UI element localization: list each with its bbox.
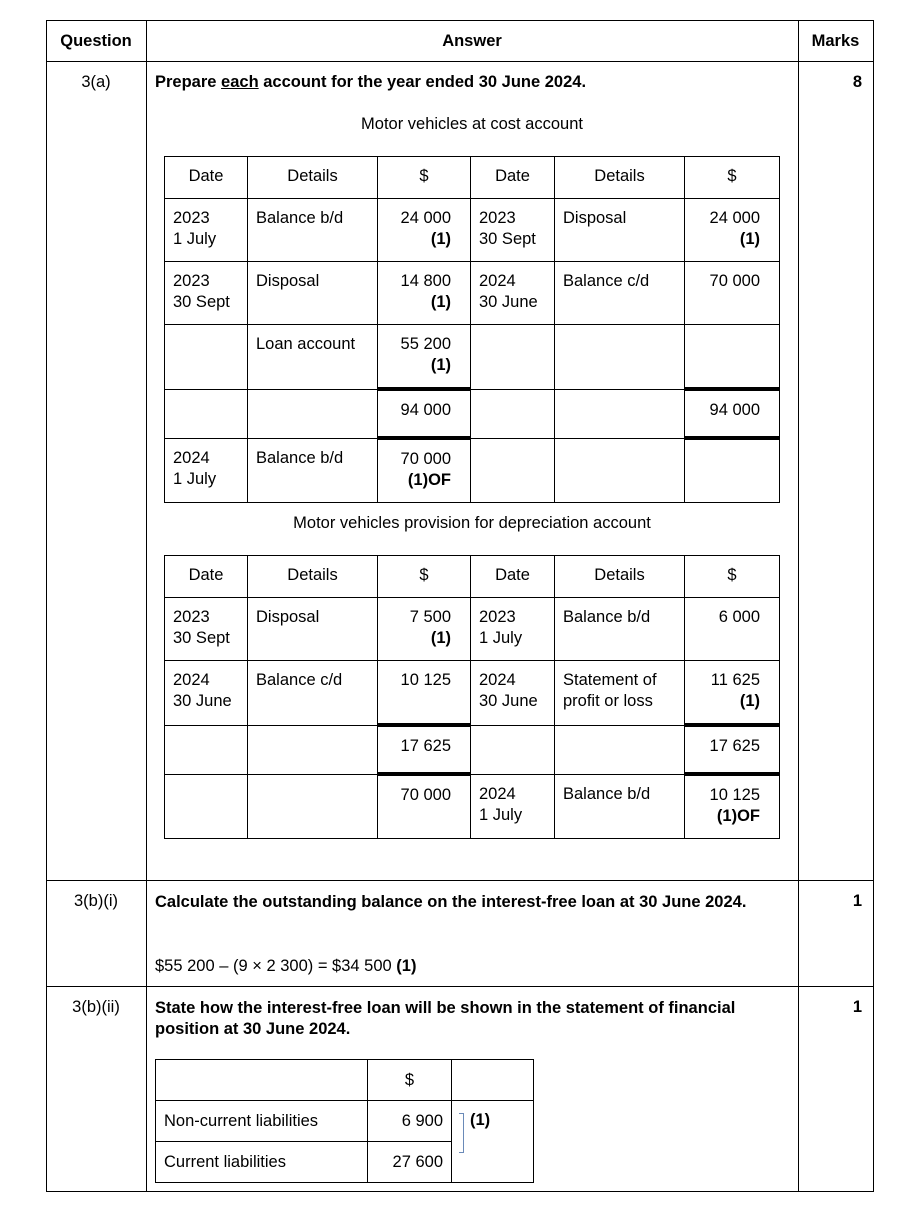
details-cell [555, 725, 685, 774]
details-value: Balance b/d [256, 209, 344, 227]
details-value: Balance b/d [563, 608, 651, 626]
date-cell [165, 725, 248, 774]
amount-cell [685, 325, 780, 390]
amount-value: 24 000 [709, 209, 760, 227]
date-value: 2024 30 June [479, 671, 538, 710]
amount-cell [378, 598, 471, 661]
date-value: 2023 1 July [479, 608, 523, 647]
date-cell [471, 262, 555, 325]
mark-award: (1) [739, 230, 760, 248]
amount-cell [685, 661, 780, 726]
details-cell [555, 661, 685, 726]
details-value: Balance c/d [563, 272, 650, 290]
mark-award: (1) [739, 692, 760, 710]
details-cell [248, 389, 378, 438]
column-header: $ [685, 556, 780, 598]
details-cell [248, 661, 378, 726]
table-row [165, 598, 780, 661]
details-value: Disposal [256, 272, 320, 290]
marks-value: 1 [852, 998, 862, 1016]
mark-award: (1) [430, 230, 451, 248]
details-value: Disposal [256, 608, 320, 626]
table-header-row [165, 157, 780, 199]
mark-award: (1) [396, 957, 417, 975]
marks-value: 8 [852, 73, 862, 91]
amount-value: 94 000 [709, 401, 760, 419]
grid-line [46, 1191, 874, 1192]
grid-line [46, 880, 874, 881]
date-value: 2023 30 Sept [173, 272, 230, 311]
grid-line [873, 20, 874, 1192]
account-title: Motor vehicles provision for depreciation account [293, 514, 651, 532]
date-value: 2024 30 June [173, 671, 232, 710]
amount-value: 14 800 [400, 272, 451, 290]
answer-calculation [155, 957, 416, 976]
column-header: Date [471, 556, 555, 598]
column-header: $ [378, 157, 471, 199]
amount-cell [685, 598, 780, 661]
column-header: $ [685, 157, 780, 199]
date-value: 2023 30 Sept [479, 209, 536, 248]
date-cell [165, 389, 248, 438]
question-number: 3(b)(i) [74, 892, 118, 910]
amount-cell [685, 199, 780, 262]
table-row [156, 1101, 534, 1142]
details-value: Balance b/d [563, 784, 651, 803]
question-instruction: Calculate the outstanding balance on the interest-free loan at 30 June 2024. [155, 893, 747, 911]
amount-value: 7 500 [409, 608, 451, 626]
column-header: $ [378, 556, 471, 598]
amount-value: 24 000 [400, 209, 451, 227]
details-value: Balance c/d [256, 671, 343, 689]
header-question: Question [60, 32, 132, 50]
amount-cell [378, 774, 471, 839]
amount-value: 70 000 [400, 786, 451, 804]
financial-position-table [155, 1059, 534, 1183]
question-instruction: State how the interest-free loan will be shown in the statement of financial position at 30 June 2024. [155, 999, 736, 1038]
table-row [156, 1060, 534, 1101]
date-cell [165, 199, 248, 262]
column-header: Details [555, 157, 685, 199]
details-value: Statement of profit or loss [563, 671, 657, 710]
details-cell [248, 725, 378, 774]
account-title: Motor vehicles at cost account [361, 115, 583, 133]
mark-award: (1)OF [407, 471, 451, 489]
date-cell [165, 661, 248, 726]
amount-value: 11 625 [710, 671, 760, 689]
table-header-row [165, 556, 780, 598]
date-cell [471, 438, 555, 503]
header-answer: Answer [442, 32, 502, 50]
mark-award: (1) [470, 1111, 491, 1129]
column-header: Details [248, 556, 378, 598]
question-instruction [155, 73, 586, 92]
table-row [165, 661, 780, 726]
details-cell [555, 438, 685, 503]
amount-cell [378, 389, 471, 438]
instruction-text: account for the year ended 30 June 2024. [258, 73, 587, 91]
date-value: 2024 30 June [479, 272, 538, 311]
table-cell [452, 1060, 534, 1101]
details-cell [248, 325, 378, 390]
row-value: 6 900 [368, 1101, 452, 1142]
amount-cell [378, 325, 471, 390]
table-row [165, 774, 780, 839]
column-header: Date [165, 157, 248, 199]
date-cell [165, 262, 248, 325]
details-cell [555, 598, 685, 661]
amount-cell [685, 774, 780, 839]
details-cell [248, 262, 378, 325]
amount-cell [685, 438, 780, 503]
column-header: Details [555, 556, 685, 598]
date-value: 2023 30 Sept [173, 608, 230, 647]
date-cell [471, 199, 555, 262]
amount-cell [378, 199, 471, 262]
mark-cell [452, 1101, 534, 1183]
column-header: Date [471, 157, 555, 199]
date-value: 2024 1 July [173, 448, 217, 488]
details-cell [248, 438, 378, 503]
row-label: Non-current liabilities [156, 1101, 368, 1142]
date-cell [471, 661, 555, 726]
column-header: Details [248, 157, 378, 199]
table-row [165, 325, 780, 390]
date-cell [471, 389, 555, 438]
instruction-text: Prepare [155, 73, 222, 91]
amount-cell [378, 725, 471, 774]
date-value: 2024 1 July [479, 784, 523, 824]
header-marks: Marks [811, 32, 860, 50]
question-number: 3(b)(ii) [72, 998, 120, 1016]
grid-line [46, 986, 874, 987]
details-cell [248, 199, 378, 262]
motor-vehicles-cost-account [164, 156, 780, 503]
date-cell [165, 598, 248, 661]
currency-header: $ [368, 1060, 452, 1101]
table-row [165, 262, 780, 325]
amount-value: 55 200 [400, 335, 451, 353]
provision-depreciation-account [164, 555, 780, 839]
amount-value: 6 000 [718, 608, 760, 626]
mark-award: (1)OF [716, 807, 760, 825]
amount-cell [685, 389, 780, 438]
details-value: Loan account [256, 335, 356, 353]
date-cell [165, 774, 248, 839]
grid-line [46, 20, 874, 21]
amount-value: 94 000 [400, 401, 451, 419]
details-value: Balance b/d [256, 448, 344, 467]
grid-line [46, 61, 874, 62]
details-cell [555, 389, 685, 438]
amount-cell [378, 262, 471, 325]
amount-value: 70 000 [400, 450, 451, 468]
mark-award: (1) [430, 293, 451, 311]
details-cell [248, 598, 378, 661]
details-value: Disposal [563, 209, 627, 227]
question-number: 3(a) [81, 73, 111, 91]
details-cell [248, 774, 378, 839]
bracket-icon [459, 1113, 464, 1153]
amount-value: 10 125 [709, 786, 760, 804]
date-cell [165, 325, 248, 390]
column-header: Date [165, 556, 248, 598]
details-cell [555, 199, 685, 262]
amount-cell [685, 262, 780, 325]
amount-cell [378, 661, 471, 726]
date-cell [471, 325, 555, 390]
amount-value: 17 625 [709, 737, 760, 755]
details-cell [555, 774, 685, 839]
row-label: Current liabilities [156, 1142, 368, 1183]
date-cell [471, 774, 555, 839]
row-value: 27 600 [368, 1142, 452, 1183]
table-row [165, 199, 780, 262]
instruction-emphasis: each [221, 73, 259, 91]
totals-row [165, 389, 780, 438]
amount-value: 10 125 [400, 671, 451, 689]
details-cell [555, 262, 685, 325]
details-cell [555, 325, 685, 390]
date-cell [471, 725, 555, 774]
date-value: 2023 1 July [173, 209, 217, 248]
amount-cell [685, 725, 780, 774]
mark-award: (1) [430, 629, 451, 647]
marks-value: 1 [852, 892, 862, 910]
date-cell [471, 598, 555, 661]
date-cell [165, 438, 248, 503]
amount-cell [378, 438, 471, 503]
totals-row [165, 725, 780, 774]
amount-value: 70 000 [709, 272, 760, 290]
mark-award: (1) [430, 356, 451, 374]
calculation-text: $55 200 – (9 × 2 300) = $34 500 [155, 957, 397, 975]
grid-line [146, 20, 147, 1192]
table-cell [156, 1060, 368, 1101]
table-row [165, 438, 780, 503]
amount-value: 17 625 [400, 737, 451, 755]
